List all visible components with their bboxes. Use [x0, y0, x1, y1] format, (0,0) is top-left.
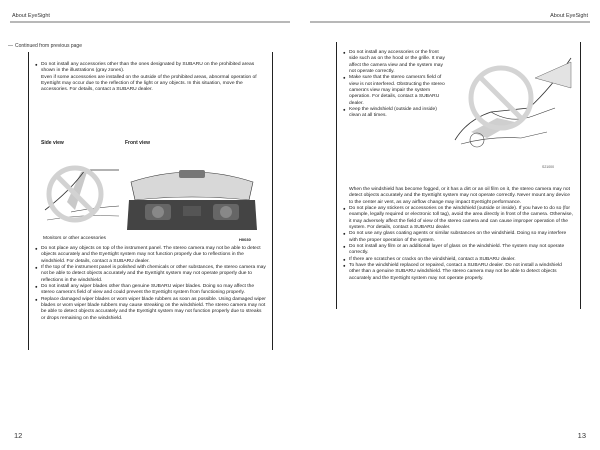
car-front-illustration [451, 48, 575, 166]
continued-label: Continued from previous page [15, 43, 82, 49]
figure-id: S21000 [542, 165, 555, 169]
warning-box-right [336, 42, 581, 309]
list-item: ● Do not install any accessories or the front side such as on the hood or the grille. It may affect the camera view and the system may not operate correctly. [343, 50, 448, 75]
list-item: ● Do not install any accessories other than the ones designated by SUBARU on the prohibited areas shown in the illustrations (gray zones). [35, 62, 266, 75]
right-intro [343, 50, 448, 120]
list-item: ● Do not install any wiper blades other than genuine SUBARU wiper blades. Doing so may affect the stereo camera's field of view and could prevent the EyeSight system from functioning properly. [35, 284, 266, 297]
right-bullet-list [343, 187, 574, 282]
figure-caption: Monitors or other accessories [43, 236, 106, 241]
car-front-drawing [451, 48, 575, 166]
page-number-right: 13 [577, 431, 586, 440]
list-item: ● To have the windshield replaced or repaired, contact a SUBARU dealer. Do not install a windshield other than a genuine SUBARU windshield. The stereo camera may not be able to detect objects accurately and the EyeSight system may not operate properly. [343, 263, 574, 282]
list-item: ● Do not use any glass coating agents or similar substances on the windshield. Doing so may interfere with the proper operation of the system. [343, 231, 574, 244]
side-view-illustration [41, 150, 121, 232]
running-header-right: About EyeSight [550, 13, 588, 19]
paragraph: Even if some accessories are installed on the outside of the prohibited areas, abnormal operation of EyeSight may occur due to the reflection of the light or any objects. In this situation, move the accessories. For details, contact a SUBARU dealer. [41, 74, 257, 93]
list-item: ● Do not install any film or an additional layer of glass on the windshield. The system may not operate correctly. [343, 244, 574, 257]
list-item: ● Make sure that the stereo camera's field of view is not interfered. Obstructing the stereo camera's view may impair the system operation. For details, contact a SUBARU dealer. [343, 75, 448, 107]
arrow-icon: ― [8, 43, 13, 49]
left-intro [35, 62, 266, 94]
side-view-label: Side view [41, 140, 64, 146]
list-item: ● If there are scratches or cracks on the windshield, contact a SUBARU dealer. [343, 257, 574, 263]
list-item: ● Do not place any stickers or accessories on the windshield (outside or inside). If you have to do so (for example, legally required or electronic toll tag), avoid the area directly in front of the camera. Otherwise, it may adversely affect the field of view of the stereo camera and can cause improper operation of the system. For details, contact a SUBARU dealer. [343, 206, 574, 231]
front-view-drawing [125, 150, 259, 232]
list-item: ● Keep the windshield (outside and inside) clean at all times. [343, 107, 448, 120]
warning-box-left [28, 52, 273, 350]
list-item: ● Replace damaged wiper blades or worn wiper blade rubbers as soon as possible. Using damaged wiper blades or worn wiper blade rubbers may cause streaking on the windshield. The stereo camera may not be able to detect objects accurately and the EyeSight system may not function properly due to streaks or drops remaining on the windshield. [35, 297, 266, 322]
figure-id: H0030 [239, 237, 251, 242]
front-view-illustration [125, 150, 259, 232]
side-view-drawing [41, 150, 121, 232]
paragraph: When the windshield has become fogged, or it has a dirt or an oil film on it, the stereo camera may not detect objects accurately and the EyeSight system may not operate correctly. Never mount any device to the center air vent, as any airflow change may impact EyeSight performance. [349, 187, 571, 205]
page-number-left: 12 [14, 431, 23, 440]
running-header-left: About EyeSight [12, 13, 50, 19]
list-item: ● Do not place any objects on top of the instrument panel. The stereo camera may not be able to detect objects accurately and the EyeSight system may not function properly due to reflections in the windshield. For details, contact a SUBARU dealer. [35, 246, 266, 265]
left-bullet-list [35, 246, 266, 322]
list-item: ● If the top of the instrument panel is polished with chemicals or other substances, the stereo camera may not be able to detect objects accurately and the EyeSight system may not operate properly due to reflections in the windshield. [35, 265, 266, 284]
continued-note [8, 43, 82, 49]
header-rule-right [310, 21, 590, 23]
header-rule-left [10, 21, 290, 23]
front-view-label: Front view [125, 140, 151, 146]
